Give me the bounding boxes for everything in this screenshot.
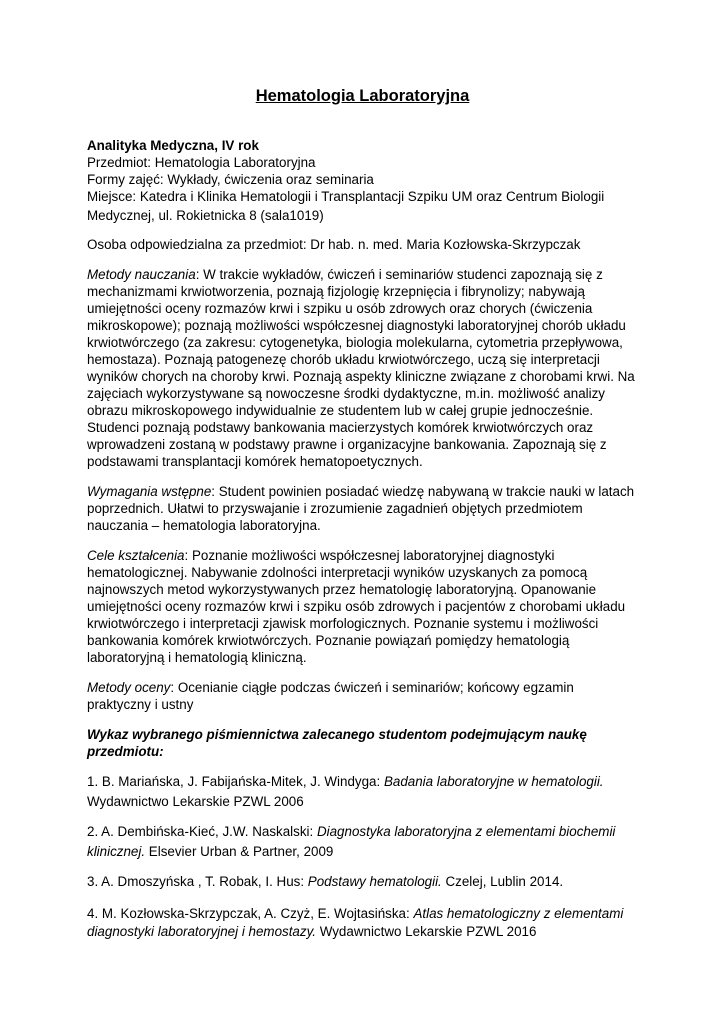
literature-heading-cont: przedmiotu:	[87, 744, 164, 759]
paragraph-line: Studenci poznają podstawy bankowania macierzystych komórek krwiotwórczych oraz	[87, 420, 594, 435]
paragraph-line: mikroskopowe); poznają możliwości współczesnej diagnostyki laboratoryjnej chorób układu	[87, 318, 626, 333]
goals-label: Cele kształcenia	[87, 548, 185, 563]
goals-section	[87, 547, 647, 666]
forms-line: Formy zajęć: Wykłady, ćwiczenia oraz seminaria	[87, 172, 374, 187]
paragraph-line: obrazu mikroskopowego indywidualnie ze studentem lub w całej grupie jednocześnie.	[87, 403, 594, 418]
item-title: Badania laboratoryjne w hematologii.	[383, 774, 604, 789]
paragraph-line: poprzednich. Ułatwi to przyswajanie i zrozumienie zagadnień objętych przedmiotem	[87, 501, 583, 516]
requirements-label: Wymagania wstępne	[87, 484, 212, 499]
paragraph-line: krwiotwórczego (za zakresu: cytogenetyka, biologia molekularna, cytometria przepływowa,	[87, 335, 623, 350]
item-authors: 1. B. Mariańska, J. Fabijańska-Mitek, J. Windyga:	[87, 774, 384, 789]
paragraph-line: nauczania – hematologia laboratoryjna.	[87, 518, 321, 533]
paragraph-line: krwiotwórczego i interpretacji zjawisk morfologicznych. Poznanie systemu i możliwości	[87, 616, 599, 631]
paragraph-line: hematologicznej. Nabywanie zdolności interpretacji wyników uzyskanych za pomocą	[87, 565, 588, 580]
literature-item-4	[87, 905, 647, 940]
paragraph-line: hemostaza). Poznają patogenezę chorób układu krwiotwórczego, uczą się interpretacji	[87, 352, 600, 367]
item-publisher: Czelej, Lublin 2014.	[441, 874, 564, 889]
item-authors: 3. A. Dmoszyńska , T. Robak, I. Hus:	[87, 874, 308, 889]
assessment-section	[87, 679, 647, 713]
paragraph-line: : Ocenianie ciągłe podczas ćwiczeń i seminariów; końcowy egzamin	[170, 680, 574, 695]
document-title: Hematologia Laboratoryjna	[255, 87, 470, 105]
item-title: Podstawy hematologii.	[307, 874, 442, 889]
literature-item-3	[87, 873, 647, 890]
paragraph-line: podstawami transplantacji komórek hematopoetycznych.	[87, 454, 423, 469]
item-publisher: Elsevier Urban & Partner, 2009	[145, 844, 334, 859]
paragraph-line: mechanizmami krwiotworzenia, poznają fizjologię krzepnięcia i fibrynolizy; nabywają	[87, 284, 585, 299]
paragraph-line: wyników chorych na choroby krwi. Poznają aspekty kliniczne związane z chorobami krwi. Na	[87, 369, 635, 384]
item-authors: 2. A. Dembińska-Kieć, J.W. Naskalski:	[87, 824, 317, 839]
paragraph-line: umiejętności oceny rozmazów krwi i szpiku u osób zdrowych oraz chorych (ćwiczenia	[87, 301, 593, 316]
item-title: Atlas hematologiczny z elementami	[413, 906, 624, 921]
document-content	[87, 137, 647, 940]
item-authors: 4. M. Kozłowska-Skrzypczak, A. Czyż, E. Wojtasińska:	[87, 906, 414, 921]
responsible-person: Osoba odpowiedzialna za przedmiot: Dr hab. n. med. Maria Kozłowska-Skrzypczak	[87, 237, 581, 252]
item-publisher: Wydawnictwo Lekarskie PZWL 2006	[87, 794, 304, 809]
teaching-methods-section	[87, 266, 647, 470]
paragraph-line: wprowadzeni zostaną w podstawy prawne i organizacyjne bankowania. Zapoznają się z	[87, 437, 607, 452]
paragraph-line: laboratoryjną i hematologią kliniczną.	[87, 650, 307, 665]
literature-section	[87, 726, 647, 940]
paragraph-line: : Poznanie możliwości współczesnej laboratoryjnej diagnostyki	[184, 548, 555, 563]
literature-item-2	[87, 823, 647, 860]
assessment-label: Metody oceny	[87, 680, 171, 695]
subject-line: Przedmiot: Hematologia Laboratoryjna	[87, 155, 316, 170]
item-title-cont: klinicznej.	[87, 844, 146, 859]
paragraph-line: najnowszych metod wykorzystywanych przez hematologię laboratoryjną. Opanowanie	[87, 582, 597, 597]
paragraph-line: : W trakcie wykładów, ćwiczeń i seminariów studenci zapoznają się z	[195, 267, 603, 282]
paragraph-line: bankowania komórek krwiotwórczych. Poznanie powiązań pomiędzy hematologią	[87, 633, 570, 648]
item-title: Diagnostyka laboratoryjna z elementami biochemii	[316, 824, 616, 839]
place-line-2: Medycznej, ul. Rokietnicka 8 (sala1019)	[87, 208, 324, 223]
course-header	[87, 137, 647, 224]
requirements-section	[87, 483, 647, 534]
paragraph-line: zajęciach wykorzystywane są nowoczesne środki dydaktyczne, m.in. możliwość analizy	[87, 386, 605, 401]
paragraph-line: umiejętności oceny rozmazów krwi i szpiku osób zdrowych i pacjentów z chorobami układu	[87, 599, 626, 614]
teaching-methods-label: Metody nauczania	[87, 267, 196, 282]
literature-item-1	[87, 773, 647, 810]
item-publisher: Wydawnictwo Lekarskie PZWL 2016	[316, 924, 537, 939]
place-line-1: Miejsce: Katedra i Klinika Hematologii i Transplantacji Szpiku UM oraz Centrum Biologii	[87, 189, 605, 204]
paragraph-line: : Student powinien posiadać wiedzę nabywaną w trakcie nauki w latach	[211, 484, 635, 499]
item-title-cont: diagnostyki laboratoryjnej i hemostazy.	[87, 924, 316, 939]
program-line: Analityka Medyczna, IV rok	[87, 138, 259, 153]
literature-heading: Wykaz wybranego piśmiennictwa zalecanego studentom podejmującym naukę	[87, 727, 587, 742]
paragraph-line: praktyczny i ustny	[87, 697, 194, 712]
